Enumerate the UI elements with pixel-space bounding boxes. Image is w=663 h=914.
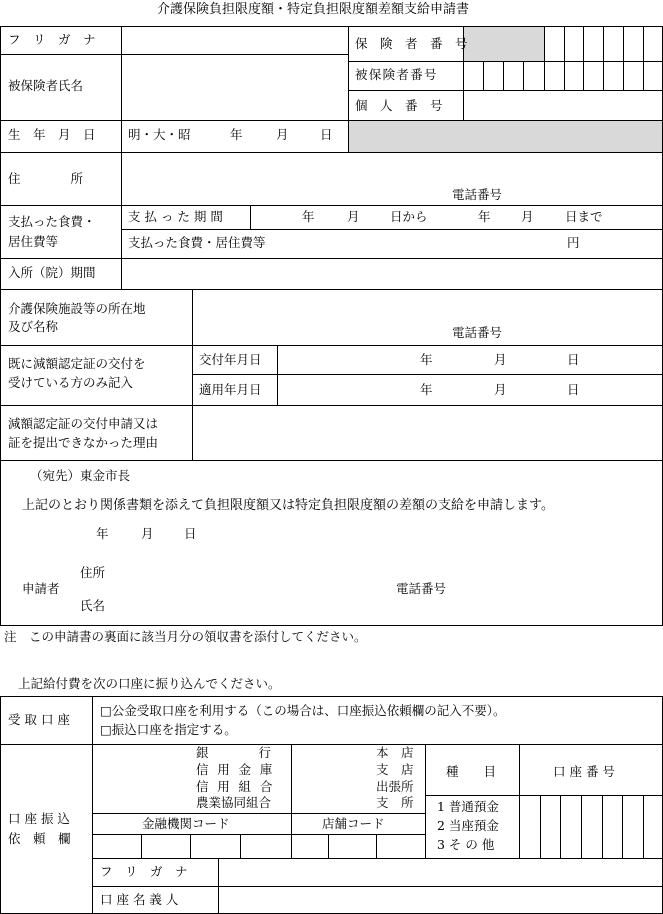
public-account-option[interactable]: □公金受取口座を利用する（この場合は、口座振込依頼欄の記入不要）。 [100,703,506,718]
payment-label-line1: 支払った食費・ [8,214,96,229]
receipt-note: 注 この申請書の裏面に該当月分の領収書を添付してください。 [4,629,367,644]
account-type-current: 2 当座預金 [437,818,499,833]
institution-shinkin: 信 用 金 庫 [196,762,275,777]
insured-number-label: 被保険者番号 [355,67,438,82]
applicant-name-label: 氏名 [80,598,106,613]
paid-cost-label: 支払った食費・居住費等 [128,235,266,250]
period-from: 日から [390,209,428,224]
branch-sub: 支 所 [376,795,414,810]
apply-month: 月 [494,382,507,397]
birth-month-unit: 月 [276,127,289,142]
page-title: 介護保険負担限度額・特定負担限度額差額支給申請書 [157,2,470,17]
institution-credit-union: 信 用 組 合 [196,779,275,794]
reason-label-line1: 減額認定証の交付申請又は [8,416,159,431]
address-phone-label: 電話番号 [452,187,503,202]
transfer-request-label-line1: 口 座 振 込 [8,811,70,826]
birth-day-unit: 日 [320,127,333,142]
facility-label-line2: 及び名称 [8,319,59,334]
declaration-statement: 上記のとおり関係書類を添えて負担限度額又は特定負担限度額の差額の支給を申請します。 [22,498,554,513]
address-label: 住 所 [8,171,84,186]
issue-month: 月 [494,352,507,367]
account-furigana-label: フ リ ガ ナ [100,864,188,879]
transfer-intro: 上記給付費を次の口座に振り込んでください。 [18,676,281,691]
issue-day: 日 [567,352,580,367]
receipt-account-label: 受 取 口 座 [8,712,70,727]
declaration-year: 年 [96,526,109,541]
period-month1: 月 [347,209,360,224]
birth-year-unit: 年 [230,127,243,142]
branch-branch: 支 店 [376,762,414,777]
insurer-number-label: 保 険 者 番 号 [355,36,468,51]
applicant-phone-label: 電話番号 [396,581,447,596]
period-until: 日まで [565,209,603,224]
declaration-month: 月 [141,526,154,541]
birth-era: 明・大・昭 [128,127,191,142]
account-type-other: 3 そ の 他 [437,837,495,852]
institution-code-label: 金融機関コード [142,816,230,831]
insurer-number-gray-area [464,27,544,61]
birth-row-gray-area [349,121,662,152]
furigana-label: フ リ ガ ナ [8,32,96,47]
branch-code-label: 店舗コード [322,816,385,831]
yen-unit: 円 [567,235,580,250]
institution-agri-coop: 農業協同組合 [196,795,272,810]
addressee: （宛先）東金市長 [30,468,131,483]
declaration-day: 日 [184,526,197,541]
account-number-label: 口 座 番 号 [553,764,615,779]
institution-bank: 銀 行 [196,745,272,760]
insured-name-label: 被保険者氏名 [8,78,84,93]
facility-label-line1: 介護保険施設等の所在地 [8,301,146,316]
account-type-label: 種 目 [446,764,497,779]
facility-phone-label: 電話番号 [452,325,503,340]
period-year2: 年 [478,209,491,224]
certificate-label-line2: 受けている方のみ記入 [8,375,134,390]
personal-number-label: 個 人 番 号 [355,98,443,113]
period-month2: 月 [521,209,534,224]
account-holder-label: 口 座 名 義 人 [100,892,179,907]
branch-office: 出張所 [376,779,414,794]
applicant-address-label: 住所 [80,565,106,580]
stay-period-label: 入所（院）期間 [8,265,96,280]
transfer-account-option[interactable]: □振込口座を指定する。 [100,722,237,737]
payment-label-line2: 居住費等 [8,234,59,249]
branch-head: 本 店 [376,745,414,760]
applicant-label: 申請者 [22,581,60,596]
apply-day: 日 [567,382,580,397]
account-type-ordinary: 1 普通預金 [437,799,499,814]
certificate-label-line1: 既に減額認定証の交付を [8,356,146,371]
reason-label-line2: 証を提出できなかった理由 [8,435,159,450]
paid-period-label: 支 払 っ た 期 間 [128,209,223,224]
issue-year: 年 [420,352,433,367]
issue-date-label: 交付年月日 [199,352,262,367]
birth-date-label: 生 年 月 日 [8,127,96,142]
apply-date-label: 適用年月日 [199,382,262,397]
transfer-request-label-line2: 依 頼 欄 [8,831,71,846]
period-year1: 年 [302,209,315,224]
apply-year: 年 [420,382,433,397]
